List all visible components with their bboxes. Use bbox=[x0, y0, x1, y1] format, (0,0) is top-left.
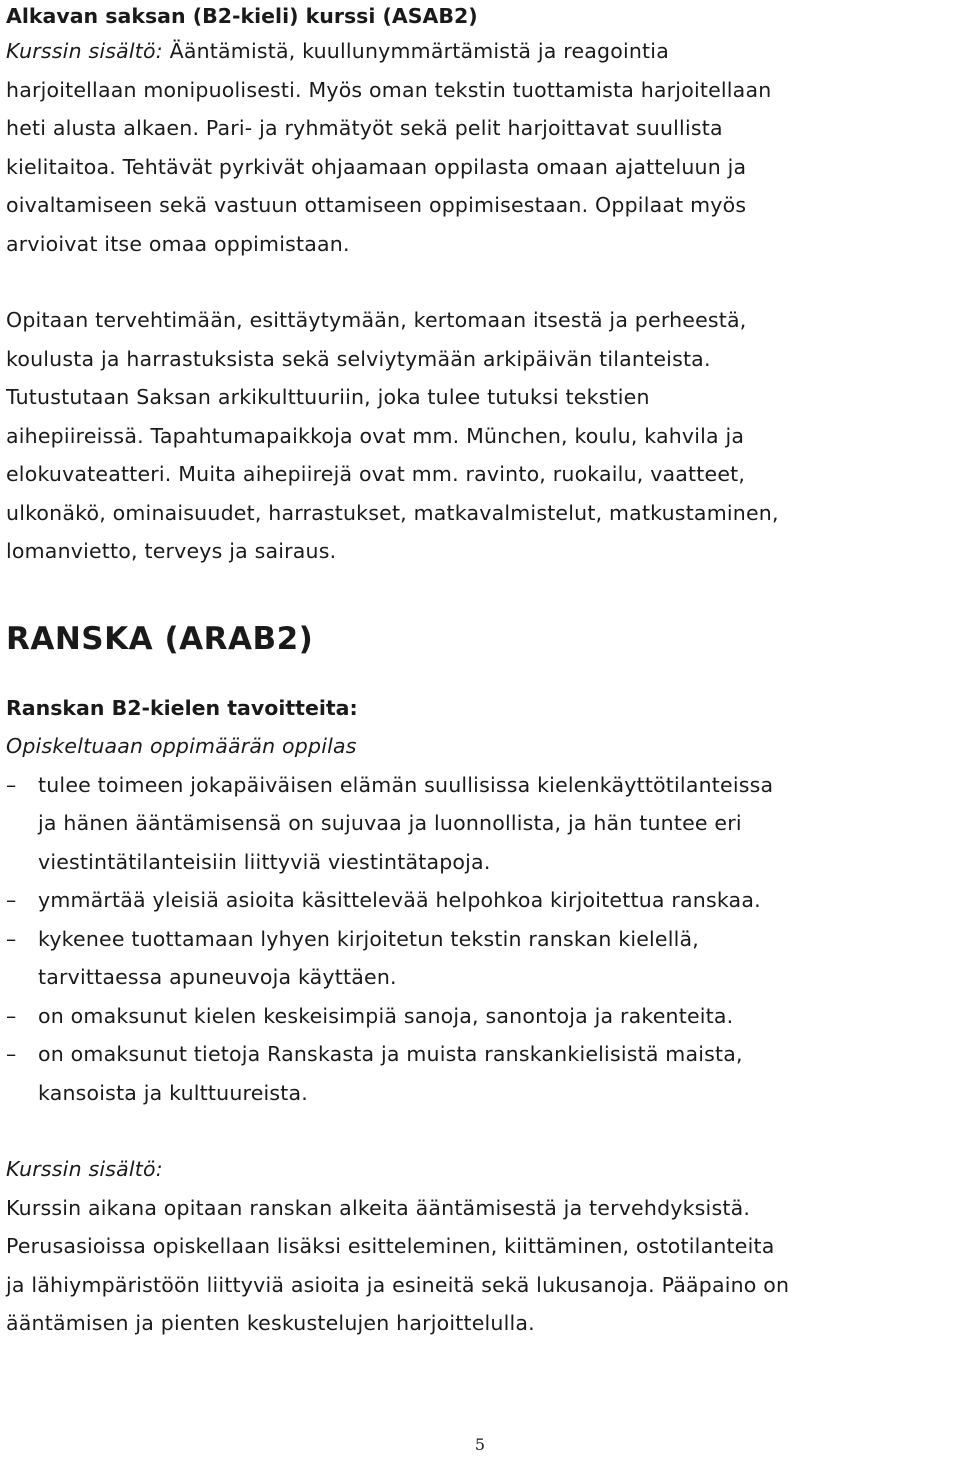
content-line: kielitaitoa. Tehtävät pyrkivät ohjaamaan oppilasta omaan ajatteluun ja bbox=[6, 154, 747, 179]
course-title-german: Alkavan saksan (B2-kieli) kurssi (ASAB2) bbox=[6, 4, 478, 28]
page-number: 5 bbox=[474, 1435, 486, 1454]
goals-subheading: Opiskeltuaan oppimäärän oppilas bbox=[6, 734, 357, 758]
goal-item bbox=[6, 997, 956, 1036]
content-line: ääntämisen ja pienten keskustelujen harjoittelulla. bbox=[6, 1311, 535, 1335]
dash-bullet: – bbox=[6, 772, 17, 797]
content-line: harjoitellaan monipuolisesti. Myös oman tekstin tuottamista harjoitellaan bbox=[6, 77, 772, 102]
content-line: Kurssin aikana opitaan ranskan alkeita ääntämisestä ja tervehdyksistä. bbox=[6, 1195, 751, 1220]
goal-line: tulee toimeen jokapäiväisen elämän suullisissa kielenkäyttötilanteissa bbox=[38, 772, 774, 797]
goal-line: on omaksunut tietoja Ranskasta ja muista ranskankielisistä maista, bbox=[38, 1042, 743, 1066]
goal-line: on omaksunut kielen keskeisimpiä sanoja, sanontoja ja rakenteita. bbox=[38, 1003, 734, 1028]
dash-bullet: – bbox=[6, 1042, 17, 1066]
paragraph-gap bbox=[6, 1112, 956, 1150]
paragraph-gap bbox=[6, 263, 956, 301]
goal-line: tarvittaessa apuneuvoja käyttäen. bbox=[38, 965, 397, 989]
content-line: Opitaan tervehtimään, esittäytymään, kertomaan itsestä ja perheestä, bbox=[6, 308, 747, 332]
goal-item bbox=[6, 766, 956, 882]
goal-item bbox=[6, 920, 956, 997]
goal-line: kansoista ja kulttuureista. bbox=[38, 1080, 309, 1105]
document-page bbox=[6, 0, 956, 1343]
goal-item bbox=[6, 881, 956, 920]
goal-line: ja hänen ääntämisensä on sujuvaa ja luonnollista, ja hän tuntee eri bbox=[38, 811, 742, 835]
content-line: arvioivat itse omaa oppimistaan. bbox=[6, 231, 350, 256]
content-line: aihepiireissä. Tapahtumapaikkoja ovat mm. München, koulu, kahvila ja bbox=[6, 423, 745, 448]
goals-heading: Ranskan B2-kielen tavoitteita: bbox=[6, 695, 358, 720]
content-line-0 bbox=[6, 32, 956, 71]
dash-bullet: – bbox=[6, 1003, 17, 1028]
dash-bullet: – bbox=[6, 888, 17, 912]
content-line: ulkonäkö, ominaisuudet, harrastukset, matkavalmistelut, matkustaminen, bbox=[6, 500, 779, 525]
goal-item bbox=[6, 1035, 956, 1112]
content-line: oivaltamiseen sekä vastuun ottamiseen oppimisestaan. Oppilaat myös bbox=[6, 193, 747, 217]
dash-bullet: – bbox=[6, 926, 17, 951]
goal-line: ymmärtää yleisiä asioita käsittelevää helpohkoa kirjoitettua ranskaa. bbox=[38, 888, 761, 912]
content-line: ja lähiympäristöön liittyviä asioita ja esineitä sekä lukusanoja. Pääpaino on bbox=[6, 1272, 790, 1297]
content-line: koulusta ja harrastuksista sekä selviytymään arkipäivän tilanteista. bbox=[6, 346, 711, 371]
section-heading-french: RANSKA (ARAB2) bbox=[6, 620, 314, 657]
content-line: Perusasioissa opiskellaan lisäksi esitteleminen, kiittäminen, ostotilanteita bbox=[6, 1234, 775, 1258]
goal-line: kykenee tuottamaan lyhyen kirjoitetun tekstin ranskan kielellä, bbox=[38, 926, 700, 951]
content-line: Tutustutaan Saksan arkikulttuuriin, joka tulee tutuksi tekstien bbox=[6, 385, 650, 409]
content-label: Kurssin sisältö: bbox=[6, 39, 163, 63]
content-line: heti alusta alkaen. Pari- ja ryhmätyöt sekä pelit harjoittavat suullista bbox=[6, 116, 723, 140]
goal-line: viestintätilanteisiin liittyviä viestintätapoja. bbox=[38, 849, 491, 874]
content-label-french: Kurssin sisältö: bbox=[6, 1157, 163, 1181]
content-first-line-text: Ääntämistä, kuullunymmärtämistä ja reagointia bbox=[162, 39, 669, 63]
content-line: lomanvietto, terveys ja sairaus. bbox=[6, 539, 337, 563]
content-line: elokuvateatteri. Muita aihepiirejä ovat mm. ravinto, ruokailu, vaatteet, bbox=[6, 462, 746, 486]
